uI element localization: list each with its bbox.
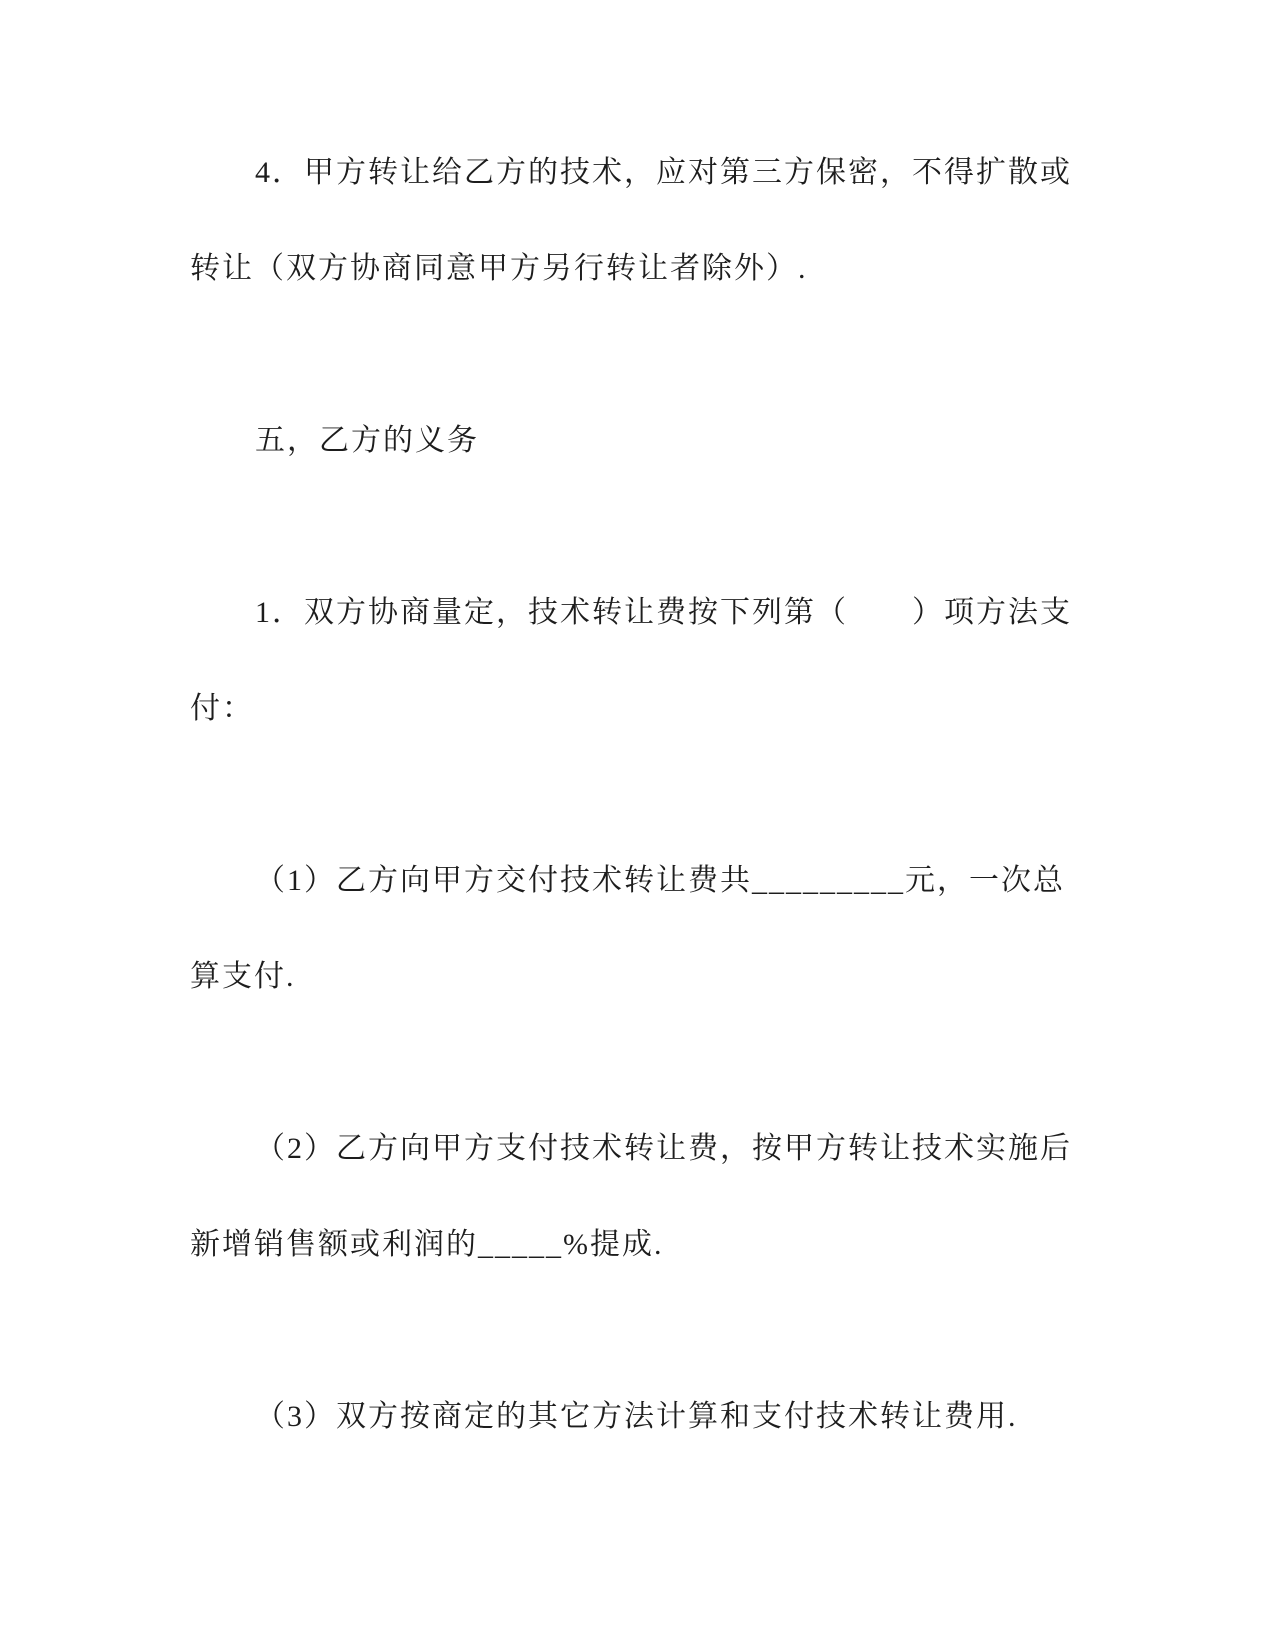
clause-4-line-1: 4．甲方转让给乙方的技术，应对第三方保密，不得扩散或 xyxy=(255,156,1072,189)
payment-option-3-paragraph xyxy=(190,1369,1275,1465)
payment-option-1-line-1: （1）乙方向甲方交付技术转让费共_________元，一次总 xyxy=(255,864,1065,897)
clause-1-paragraph xyxy=(190,565,1275,757)
payment-option-3-line-1: （3）双方按商定的其它方法计算和支付技术转让费用. xyxy=(255,1400,1018,1433)
payment-option-2-line-2: 新增销售额或利润的_____%提成. xyxy=(190,1228,664,1261)
clause-1-line-1: 1．双方协商量定，技术转让费按下列第（ ）项方法支 xyxy=(255,596,1072,629)
payment-option-1-paragraph xyxy=(190,833,1275,1025)
section-5-heading-text: 五，乙方的义务 xyxy=(255,424,479,457)
clause-4-line-2: 转让（双方协商同意甲方另行转让者除外）. xyxy=(190,252,808,285)
payment-option-2-line-1: （2）乙方向甲方支付技术转让费，按甲方转让技术实施后 xyxy=(255,1132,1072,1165)
clause-4-paragraph xyxy=(190,125,1275,317)
section-5-heading xyxy=(190,393,1275,489)
clause-1-line-2: 付： xyxy=(190,692,254,725)
payment-option-2-paragraph xyxy=(190,1101,1275,1293)
payment-option-1-line-2: 算支付. xyxy=(190,960,296,993)
